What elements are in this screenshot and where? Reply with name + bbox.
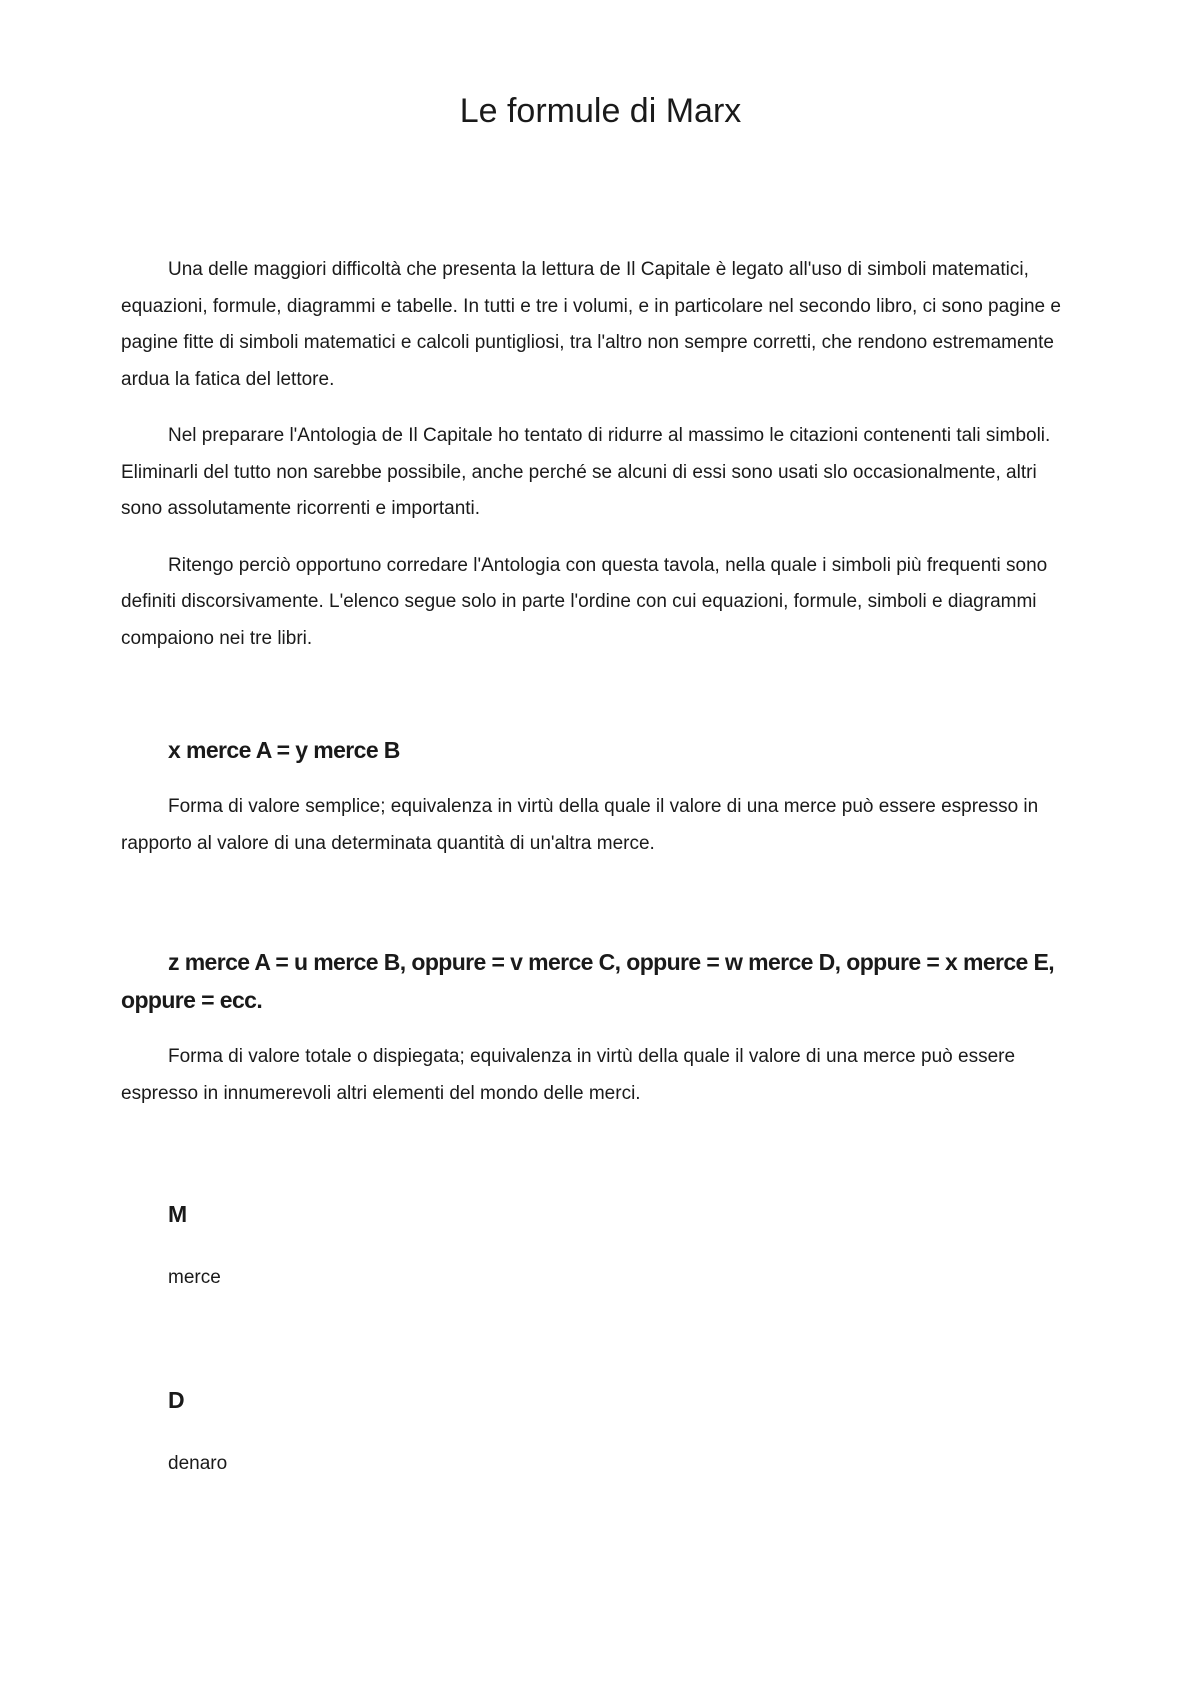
intro-section xyxy=(121,252,1080,657)
formula-entry xyxy=(121,1381,1080,1483)
formula-heading: x merce A = y merce B xyxy=(168,737,400,763)
document-title: Le formule di Marx xyxy=(459,92,742,130)
formula-definition: Forma di valore semplice; equivalenza in virtù della quale il valore di una merce può essere espresso in rapporto al valore di una determinata quantità di un'altra merce. xyxy=(121,796,1039,854)
formula-entry xyxy=(121,731,1080,862)
intro-paragraph: Una delle maggiori difficoltà che presenta la lettura de Il Capitale è legato all'uso di simboli matematici, equazioni, formule, diagrammi e tabelle. In tutti e tre i volumi, e in particolare nel secondo libro, ci sono pagine e pagine fitte di simboli matematici e calcoli puntigliosi, tra l'altro non sempre corretti, che rendono estremamente ardua la fatica del lettore. xyxy=(121,259,1061,390)
formula-entry xyxy=(121,1195,1080,1297)
formula-entry xyxy=(121,943,1080,1112)
intro-paragraph: Nel preparare l'Antologia de Il Capitale ho tentato di ridurre al massimo le citazioni contenenti tali simboli. Eliminarli del tutto non sarebbe possibile, anche perché se alcuni di essi sono usati slo occasionalmente, altri sono assolutamente ricorrenti e importanti. xyxy=(121,425,1051,519)
intro-paragraph: Ritengo perciò opportuno corredare l'Antologia con questa tavola, nella quale i simboli più frequenti sono definiti discorsivamente. L'elenco segue solo in parte l'ordine con cui equazioni, formule, simboli e diagrammi compaiono nei tre libri. xyxy=(121,554,1048,649)
formula-heading: D xyxy=(168,1386,185,1413)
formula-definition: merce xyxy=(168,1267,221,1288)
formula-heading: M xyxy=(168,1201,187,1227)
formula-definition: Forma di valore totale o dispiegata; equivalenza in virtù della quale il valore di una merce può essere espresso in innumerevoli altri elementi del mondo delle merci. xyxy=(121,1046,1016,1104)
formula-heading: z merce A = u merce B, oppure = v merce C, oppure = w merce D, oppure = x merce E, oppure = ecc. xyxy=(121,949,1055,1013)
formula-definition: denaro xyxy=(168,1452,228,1474)
